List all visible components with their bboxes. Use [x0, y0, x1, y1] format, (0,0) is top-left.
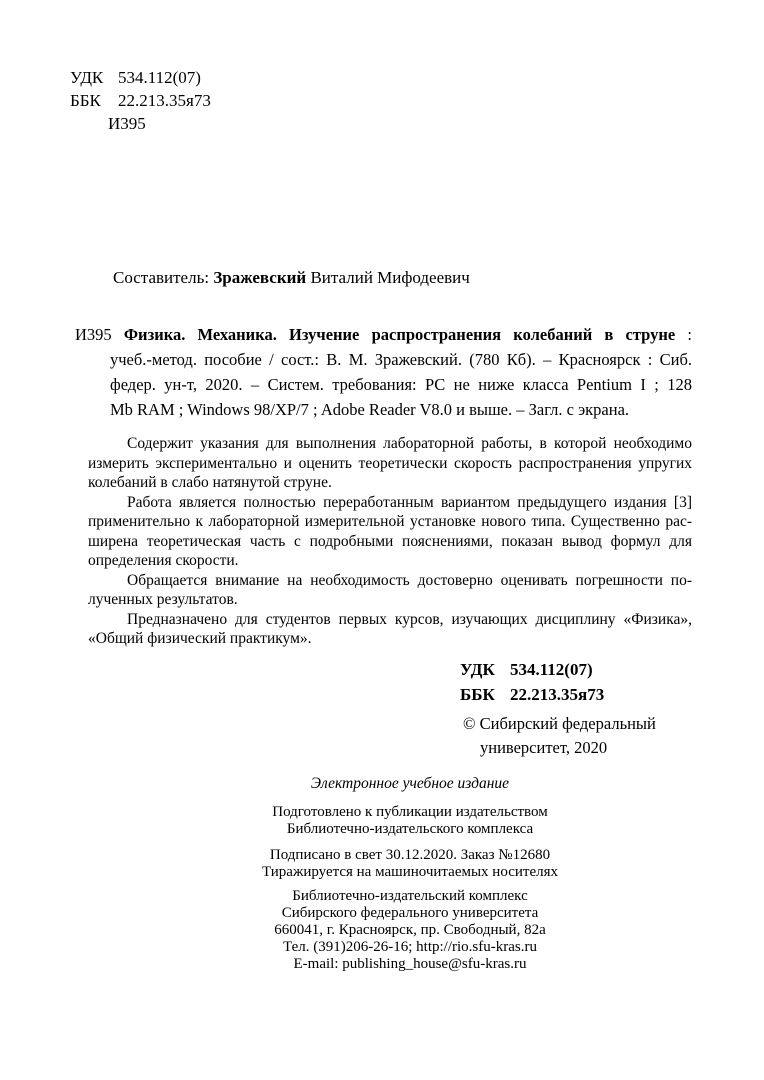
entry-line-4: Mb RAM ; Windows 98/XP/7 ; Adobe Reader V8.0 и выше. – Загл. с экрана. — [110, 400, 630, 419]
compiler-prefix: Составитель: — [113, 268, 214, 287]
publisher-name-line: Библиотечно-издательский комплекс — [292, 888, 528, 904]
signed-line-2: Тиражируется на машиночитаемых носителях — [261, 864, 558, 880]
bibliographic-entry — [75, 322, 692, 422]
udk-row — [70, 66, 211, 89]
bbk-value-bottom: 22.213.35я73 — [510, 684, 605, 704]
udk-label-bottom: УДК — [460, 660, 495, 679]
compiler-surname: Зражевский — [213, 268, 307, 287]
signed-line-1: Подписано в свет 30.12.2020. Заказ №12680 — [269, 847, 551, 863]
annotation-p1-line: колебаний в слабо натянутой струне. — [88, 474, 332, 491]
publisher-university-line: Сибирского федерального университета — [281, 905, 539, 921]
annotation-p1-line: Содержит указания для выполнения лабораторной работы, в которой необходимо — [127, 435, 692, 452]
edition-type: Электронное учебное издание — [310, 775, 510, 792]
bbk-label-bottom: ББК — [460, 684, 495, 704]
annotation-p2-line: определения скорости. — [88, 552, 239, 569]
bbk-label: ББК — [70, 91, 101, 110]
entry-code: И395 — [75, 325, 112, 344]
publisher-imprint — [128, 775, 692, 973]
udk-label: УДК — [70, 68, 104, 87]
annotation-p2-line: Работа является полностью переработанным вариантом предыдущего издания [3] — [127, 493, 692, 511]
udk-value: 534.112(07) — [118, 68, 201, 87]
publisher-phone-url-line: Тел. (391)206-26-16; http://rio.sfu-kras.ru — [283, 939, 537, 955]
udk-row-bottom — [460, 658, 604, 683]
publisher-email-line: E-mail: publishing_house@sfu-kras.ru — [293, 956, 527, 972]
top-classification-codes — [70, 66, 211, 135]
entry-line-1 — [75, 322, 692, 347]
copyright-line-2: университет, 2020 — [480, 738, 608, 757]
prepared-group — [128, 804, 692, 838]
annotation — [88, 434, 692, 649]
annotation-p3-line: лученных результатов. — [88, 591, 238, 608]
bbk-row-bottom — [460, 683, 604, 708]
prepared-line-1: Подготовлено к публикации издательством — [272, 804, 548, 820]
copyright-line-1: © Сибирский федеральный — [463, 714, 656, 733]
copyright-notice — [463, 712, 656, 760]
signed-group — [128, 847, 692, 881]
compiler-rest: Виталий Мифодеевич — [306, 268, 470, 287]
publisher-address-line: 660041, г. Красноярск, пр. Свободный, 82а — [274, 922, 546, 938]
entry-line-3: федер. ун-т, 2020. – Систем. требования: PC не ниже класса Pentium I ; 128 — [110, 375, 692, 394]
annotation-p2-line: применительно к лабораторной измерительной установке нового типа. Существенно рас- — [88, 513, 692, 530]
bbk-row — [70, 89, 211, 112]
compiler-line — [113, 268, 470, 288]
bbk-value: 22.213.35я73 — [118, 91, 211, 110]
author-sign: И395 — [108, 114, 146, 133]
udk-value-bottom: 534.112(07) — [510, 660, 593, 679]
annotation-p3-line: Обращается внимание на необходимость достоверно оценивать погрешности по- — [127, 571, 692, 589]
prepared-line-2: Библиотечно-издательского комплекса — [286, 821, 534, 837]
entry-title: Физика. Механика. Изучение распространения колебаний в струне — [123, 325, 676, 344]
entry-title-suffix: : — [675, 325, 692, 344]
annotation-p4-line: «Общий физический практикум». — [88, 630, 312, 647]
entry-line-2: учеб.-метод. пособие / сост.: В. М. Зражевский. (780 Кб). – Красноярск : Сиб. — [110, 350, 692, 369]
annotation-p4-line: Предназначено для студентов первых курсов, изучающих дисциплину «Физика», — [127, 610, 692, 628]
publisher-contact-group — [128, 888, 692, 973]
bottom-classification-codes — [460, 658, 604, 707]
annotation-p1-line: измерить экспериментально и оценить теоретически скорость распространения упругих — [88, 454, 692, 472]
annotation-p2-line: ширена теоретическая часть с подробными пояснениями, показан вывод формул для — [88, 532, 692, 550]
